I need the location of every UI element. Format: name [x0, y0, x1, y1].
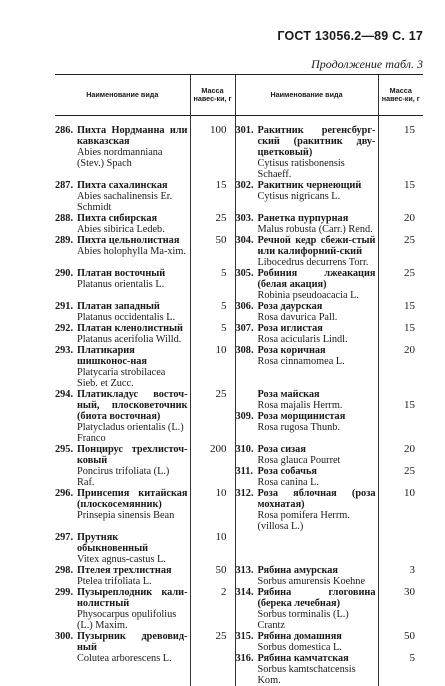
species-cell	[235, 301, 378, 323]
entry-number: 295.	[55, 444, 74, 455]
species-russian-name: Понцирус трехлисточ-ковый	[77, 444, 188, 466]
table-row	[55, 587, 423, 631]
species-latin-name: Poncirus trifoliata (L.) Raf.	[77, 466, 170, 488]
species-cell	[235, 631, 378, 686]
mass-cell	[378, 565, 423, 587]
species-cell	[55, 444, 190, 488]
species-russian-name: Платикладус восточ-ный, плосковеточник (биота восточная)	[77, 389, 188, 422]
species-russian-name: Речной кедр сбежи-стый или калифорний-ский	[257, 235, 376, 257]
table-row	[55, 631, 423, 686]
species-russian-name: Пихта сибирская	[77, 213, 158, 224]
mass-value: 50	[404, 630, 415, 642]
species-latin-name: Libocedrus decurrens Torr.	[257, 257, 369, 268]
column-header-mass-2: Масса навес-ки, г	[378, 75, 423, 116]
species-entry	[236, 125, 378, 180]
species-entry	[55, 345, 190, 389]
species-russian-name: Роза даурская	[257, 301, 323, 312]
species-cell	[55, 389, 190, 444]
species-cell	[55, 116, 190, 181]
entry-number: 287.	[55, 180, 74, 191]
mass-value: 20	[404, 212, 415, 224]
entry-number: 300.	[55, 631, 74, 642]
mass-cell	[190, 389, 235, 444]
species-entry	[55, 444, 190, 488]
species-russian-name: Платан западный	[77, 301, 160, 312]
entry-number: 304.	[235, 235, 254, 246]
entry-number: 288.	[55, 213, 74, 224]
mass-cell	[378, 532, 423, 565]
mass-value: 50	[215, 564, 227, 576]
table-row	[55, 235, 423, 268]
column-header-mass: Масса навес-ки, г	[190, 75, 235, 116]
mass-cell	[190, 631, 235, 686]
species-russian-name: Пузырник древовид-ный	[77, 631, 188, 653]
species-russian-name: Роза майская	[257, 389, 320, 400]
entry-number: 292.	[55, 323, 74, 334]
mass-cell	[190, 180, 235, 213]
species-russian-name: Ракитник чернеющий	[257, 180, 362, 191]
species-russian-name: Роза собачья	[257, 466, 317, 477]
mass-value: 25	[404, 465, 415, 477]
mass-value: 50	[215, 234, 227, 246]
species-russian-name: Птелея трехлистная	[77, 565, 172, 576]
species-entry	[55, 235, 190, 257]
species-entry	[236, 180, 378, 202]
species-entry	[55, 389, 190, 444]
species-latin-name: Sorbus torminalis (L.) Crantz	[257, 609, 349, 631]
species-entry	[55, 268, 190, 290]
mass-value: 10	[215, 344, 227, 356]
mass-value: 30	[404, 586, 415, 598]
table-row	[55, 116, 423, 181]
species-russian-name: Рябина камчатская	[257, 653, 349, 664]
document-code: ГОСТ 13056.2—89 С. 17	[277, 29, 423, 43]
mass-cell	[190, 587, 235, 631]
species-latin-name: Colutea arborescens L.	[77, 653, 172, 664]
mass-value: 15	[215, 179, 227, 191]
species-entry	[236, 488, 378, 532]
mass-cell	[190, 323, 235, 345]
species-russian-name: Пихта сахалинская	[77, 180, 168, 191]
species-russian-name: Ранетка пурпурная	[257, 213, 349, 224]
mass-value: 5	[221, 300, 227, 312]
mass-cell	[378, 323, 423, 345]
species-russian-name: Платикария шишконос-ная	[77, 345, 147, 367]
mass-cell	[190, 532, 235, 565]
species-entry	[55, 488, 190, 521]
species-latin-name: Rosa cinnamomea L.	[257, 356, 345, 367]
table-row	[55, 444, 423, 488]
mass-value: 10	[404, 487, 415, 499]
species-russian-name: Рябина амурская	[257, 565, 338, 576]
species-entry	[55, 125, 190, 169]
species-entry	[236, 565, 378, 587]
mass-cell	[378, 301, 423, 323]
species-latin-name: Robinia pseudoacacia L.	[257, 290, 360, 301]
species-latin-name: Cytisus ratisbonensis Schaeff.	[257, 158, 345, 180]
species-cell	[55, 488, 190, 532]
species-entry	[236, 411, 378, 433]
table-row	[55, 345, 423, 389]
species-russian-name: Роза яблочная (роза мохнатая)	[257, 488, 376, 510]
mass-value: 200	[210, 443, 227, 455]
table-row	[55, 565, 423, 587]
mass-cell	[190, 488, 235, 532]
species-entry	[55, 587, 190, 631]
species-entry	[236, 345, 378, 367]
mass-value: 5	[221, 322, 227, 334]
mass-cell	[190, 213, 235, 235]
species-cell	[55, 587, 190, 631]
species-russian-name: Рябина домашняя	[257, 631, 342, 642]
species-russian-name: Пузыреплодник кали-нолистный	[77, 587, 188, 609]
table-row	[55, 268, 423, 301]
table-row	[55, 323, 423, 345]
page-header	[0, 0, 445, 71]
species-cell	[235, 565, 378, 587]
mass-value: 2	[221, 586, 227, 598]
species-latin-name: Abies nordmanniana (Stev.) Spach	[77, 147, 163, 169]
species-latin-name: Abies holophylla Ma-xim.	[77, 246, 186, 257]
entry-number: 299.	[55, 587, 74, 598]
table-row	[55, 180, 423, 213]
mass-cell	[378, 488, 423, 532]
mass-value: 15	[404, 124, 415, 136]
mass-cell	[190, 301, 235, 323]
entry-number: 289.	[55, 235, 74, 246]
species-entry	[236, 466, 378, 488]
mass-cell	[378, 180, 423, 213]
species-latin-name: Platanus acerifolia Willd.	[77, 334, 182, 345]
species-russian-name: Пихта Нордманна или кавказская	[77, 125, 188, 147]
column-header-name-2: Наименование вида	[235, 75, 378, 116]
species-entry	[236, 444, 378, 466]
mass-value: 25	[215, 630, 227, 642]
entry-number: 307.	[235, 323, 254, 334]
species-entry	[236, 653, 378, 686]
entry-number: 309.	[235, 411, 254, 422]
species-russian-name: Роза иглистая	[257, 323, 323, 334]
mass-value: 15	[404, 300, 415, 312]
entry-number: 294.	[55, 389, 74, 400]
entry-number: 290.	[55, 268, 74, 279]
species-cell	[235, 213, 378, 235]
species-cell	[55, 323, 190, 345]
mass-value: 25	[404, 267, 415, 279]
mass-value: 20	[404, 344, 415, 356]
species-cell	[55, 213, 190, 235]
mass-value: 20	[404, 443, 415, 455]
species-russian-name: Рябина глоговина (берека лечебная)	[257, 587, 376, 609]
species-cell	[235, 235, 378, 268]
species-russian-name: Прутняк обыкновенный	[77, 532, 149, 554]
species-cell	[235, 488, 378, 532]
mass-cell	[378, 213, 423, 235]
species-cell	[55, 631, 190, 686]
mass-cell	[378, 116, 423, 181]
table-header-row	[55, 75, 423, 116]
entry-number: 314.	[235, 587, 254, 598]
species-russian-name: Платан восточный	[77, 268, 166, 279]
species-entry	[55, 532, 190, 565]
mass-value: 3	[409, 564, 415, 576]
species-table	[55, 74, 423, 686]
mass-value: 15	[404, 179, 415, 191]
species-latin-name: Rosa majalis Herrm.	[257, 400, 343, 411]
table-row	[55, 532, 423, 565]
species-russian-name: Роза морщинистая	[257, 411, 346, 422]
species-cell	[55, 235, 190, 268]
entry-number: 313.	[235, 565, 254, 576]
species-entry	[236, 587, 378, 631]
species-cell	[235, 116, 378, 181]
mass-cell	[190, 268, 235, 301]
mass-cell	[190, 565, 235, 587]
species-russian-name: Роза коричная	[257, 345, 326, 356]
species-entry	[236, 323, 378, 345]
species-latin-name: Platycladus orientalis (L.) Franco	[77, 422, 184, 444]
species-latin-name: Ptelea trifoliata L.	[77, 576, 152, 587]
species-entry	[236, 301, 378, 323]
species-cell	[55, 345, 190, 389]
table-row	[55, 213, 423, 235]
mass-cell	[378, 235, 423, 268]
species-entry	[236, 213, 378, 235]
species-latin-name: Sorbus domestica L.	[257, 642, 342, 653]
entry-number: 315.	[235, 631, 254, 642]
mass-cell	[378, 444, 423, 488]
species-latin-name: Sorbus amurensis Koehne	[257, 576, 366, 587]
species-latin-name: Abies sachalinensis Er. Schmidt	[77, 191, 173, 213]
mass-cell	[190, 345, 235, 389]
mass-value: 5	[221, 267, 227, 279]
mass-value: 25	[215, 388, 227, 400]
mass-value: 100	[210, 124, 227, 136]
table-row	[55, 488, 423, 532]
species-cell	[55, 268, 190, 301]
species-latin-name: Abies sibirica Ledeb.	[77, 224, 165, 235]
species-russian-name: Ракитник регенсбург-ский (ракитник дву-цветковый)	[257, 125, 376, 158]
species-latin-name: Rosa canina L.	[257, 477, 319, 488]
entry-number: 305.	[235, 268, 254, 279]
entry-number: 286.	[55, 125, 74, 136]
species-latin-name: Rosa davurica Pall.	[257, 312, 338, 323]
table-row	[55, 301, 423, 323]
species-cell	[55, 532, 190, 565]
species-cell	[55, 565, 190, 587]
species-cell	[235, 268, 378, 301]
species-cell	[235, 323, 378, 345]
species-russian-name: Принсепия китайская (плоскосемянник)	[77, 488, 188, 510]
entry-number: 291.	[55, 301, 74, 312]
species-latin-name: Rosa acicularis Lindl.	[257, 334, 348, 345]
entry-number: 298.	[55, 565, 74, 576]
species-russian-name: Платан кленолистный	[77, 323, 183, 334]
table-continuation-label: Продолжение табл. 3	[311, 57, 423, 71]
entry-number: 316.	[235, 653, 254, 664]
entry-number: 302.	[235, 180, 254, 191]
table-row	[55, 389, 423, 444]
mass-cell	[378, 268, 423, 301]
species-entry	[236, 389, 378, 411]
mass-value: 10	[215, 531, 227, 543]
species-cell	[235, 532, 378, 565]
species-entry	[236, 268, 378, 301]
species-latin-name: Platycaria strobilacea Sieb. et Zucc.	[77, 367, 166, 389]
mass-value: 10	[215, 487, 227, 499]
species-russian-name: Робиния лжеакация (белая акация)	[257, 268, 376, 290]
entry-number: 312.	[235, 488, 254, 499]
species-entry	[55, 180, 190, 213]
mass-value: 5	[409, 652, 415, 664]
species-cell	[235, 444, 378, 488]
species-entry	[55, 565, 190, 587]
species-latin-name: Rosa rugosa Thunb.	[257, 422, 340, 433]
species-entry	[236, 631, 378, 653]
entry-number: 297.	[55, 532, 74, 543]
species-cell	[235, 587, 378, 631]
mass-cell	[378, 587, 423, 631]
species-latin-name: Physocarpus opulifolius (L.) Maxim.	[77, 609, 177, 631]
entry-number: 301.	[235, 125, 254, 136]
species-latin-name: Sorbus kamtschatcensis Kom.	[257, 664, 356, 686]
entry-number: 311.	[235, 466, 253, 477]
species-latin-name: Prinsepia sinensis Bean	[77, 510, 175, 521]
entry-number: 293.	[55, 345, 74, 356]
species-russian-name: Пихта цельнолистная	[77, 235, 180, 246]
entry-number: 303.	[235, 213, 254, 224]
mass-cell	[190, 444, 235, 488]
mass-value: 15	[404, 399, 415, 411]
species-entry	[55, 323, 190, 345]
species-entry	[55, 213, 190, 235]
species-cell	[235, 345, 378, 389]
mass-value: 15	[404, 322, 415, 334]
mass-value: 25	[215, 212, 227, 224]
species-entry	[55, 631, 190, 664]
species-latin-name: Platanus occidentalis L.	[77, 312, 176, 323]
species-entry	[236, 235, 378, 268]
species-latin-name: Cytisus nigricans L.	[257, 191, 341, 202]
entry-number: 310.	[235, 444, 254, 455]
mass-value: 25	[404, 234, 415, 246]
mass-cell	[190, 116, 235, 181]
species-latin-name: Malus robusta (Carr.) Rend.	[257, 224, 373, 235]
species-cell	[235, 180, 378, 213]
entry-number: 296.	[55, 488, 74, 499]
mass-cell	[378, 345, 423, 389]
species-latin-name: Vitex agnus-castus L.	[77, 554, 166, 565]
species-russian-name: Роза сизая	[257, 444, 306, 455]
species-latin-name: Rosa pomifera Herrm. (villosa L.)	[257, 510, 350, 532]
species-entry	[55, 301, 190, 323]
mass-cell	[378, 389, 423, 444]
species-latin-name: Platanus orientalis L.	[77, 279, 165, 290]
column-header-name: Наименование вида	[55, 75, 190, 116]
entry-number: 306.	[235, 301, 254, 312]
entry-number: 308.	[235, 345, 254, 356]
mass-cell	[378, 631, 423, 686]
mass-cell	[190, 235, 235, 268]
species-cell	[55, 301, 190, 323]
species-cell	[235, 389, 378, 444]
species-latin-name: Rosa glauca Pourret	[257, 455, 341, 466]
species-cell	[55, 180, 190, 213]
